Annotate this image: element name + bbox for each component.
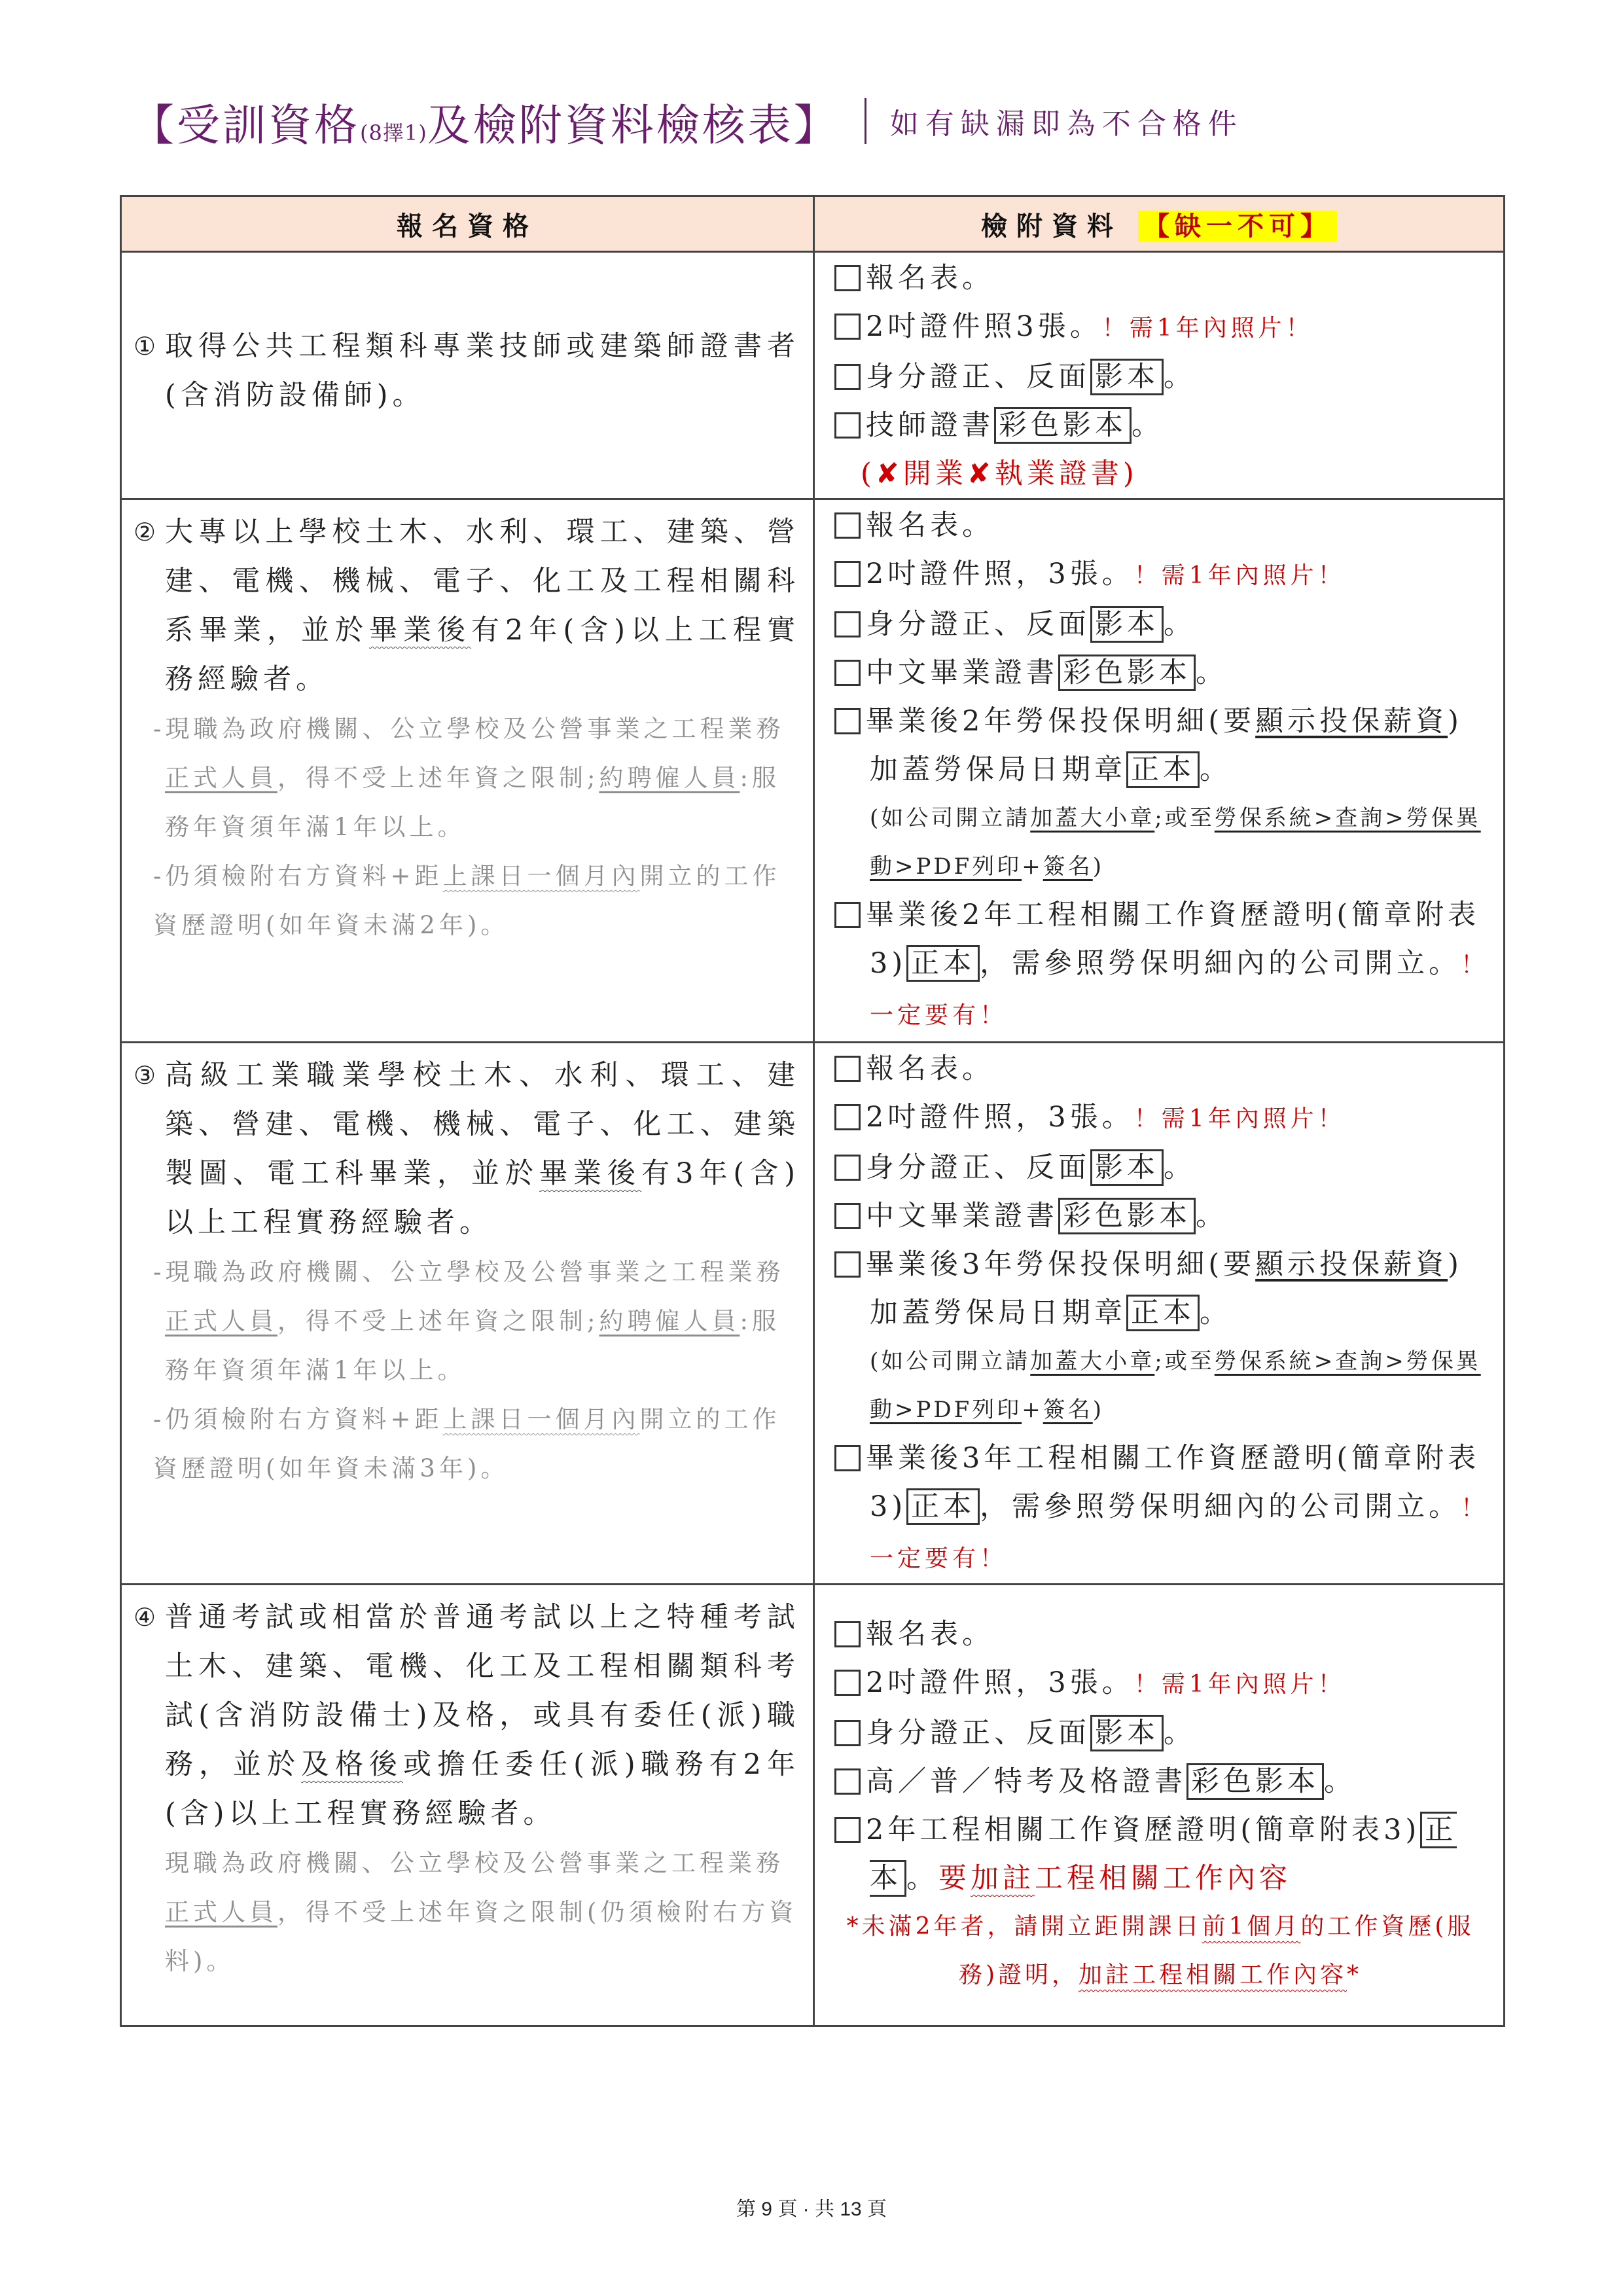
checklist-table	[120, 195, 1505, 2027]
documents-cell	[814, 1585, 1505, 2026]
doc-item-work-proof: 2年工程相關工作資歷證明(簡章附表3) 正本 。要加註工程相關工作內容	[834, 1806, 1493, 1903]
checkbox[interactable]	[834, 412, 861, 439]
table-row	[121, 1585, 1505, 2026]
doc-item-certificate: 技師證書 彩色影本 。	[834, 401, 1493, 450]
qualification-note: -現職為政府機關、公立學校及公營事業之工程業務正式人員，得不受上述年資之限制;約聘僱人員:服務年資須年滿1年以上。	[153, 1258, 785, 1384]
doc-item-work-proof: 畢業後3年工程相關工作資歷證明(簡章附表3) 正本 ，需參照勞保明細內的公司開立。！一定要有！	[834, 1434, 1493, 1583]
doc-item-diploma: 中文畢業證書 彩色影本 。	[834, 1192, 1493, 1240]
doc-item-photo: 2吋證件照，3張。！需1年內照片！	[834, 1659, 1493, 1709]
title-divider	[865, 98, 866, 144]
doc-item-photo: 2吋證件照3張。！需1年內照片！	[834, 302, 1493, 353]
checkbox[interactable]	[834, 660, 861, 686]
doc-item-id: 身分證正、反面 影本 。	[834, 600, 1493, 649]
doc-item-exam-certificate: 高／普／特考及格證書 彩色影本 。	[834, 1757, 1493, 1806]
checkbox[interactable]	[834, 561, 861, 587]
checkbox[interactable]	[834, 364, 861, 390]
checkbox[interactable]	[834, 1670, 861, 1696]
qualification-cell	[121, 499, 814, 1043]
qualification-cell	[121, 252, 814, 499]
doc-item-id: 身分證正、反面 影本 。	[834, 1709, 1493, 1757]
qualification-text: ④ 普通考試或相當於普通考試以上之特種考試土木、建築、電機、化工及工程相關類科考試(含消防設備士)及格，或具有委任(派)職務，並於及格後或擔任委任(派)職務有2年(含)以上工程實務經驗者。	[134, 1601, 800, 1830]
documents-cell	[814, 252, 1505, 499]
checkbox[interactable]	[834, 708, 861, 734]
checkbox[interactable]	[834, 1621, 861, 1647]
checkbox[interactable]	[834, 1056, 861, 1082]
required-badge: 【缺一不可】	[1138, 211, 1337, 242]
doc-item-form: 報名表。	[834, 254, 1493, 302]
red-note: *未滿2年者，請開立距開課日前1個月的工作資歷(服務)證明，加註工程相關工作內容*	[846, 1913, 1474, 1988]
qualification-note: -現職為政府機關、公立學校及公營事業之工程業務正式人員，得不受上述年資之限制;約聘僱人員:服務年資須年滿1年以上。	[153, 715, 785, 841]
doc-item-diploma: 中文畢業證書 彩色影本 。	[834, 649, 1493, 697]
doc-item-form: 報名表。	[834, 1045, 1493, 1093]
checkbox[interactable]	[834, 1203, 861, 1229]
qualification-note: -仍須檢附右方資料+距上課日一個月內開立的工作資歷證明(如年資未滿3年)。	[153, 1405, 781, 1482]
labor-insurance-note: (如公司開立請加蓋大小章;或至勞保系統>查詢>勞保異動>PDF列印+簽名)	[870, 1348, 1481, 1423]
doc-item-labor-insurance: 畢業後3年勞保投保明細(要顯示投保薪資)加蓋勞保局日期章 正本 。	[834, 1240, 1493, 1337]
doc-item-form: 報名表。	[834, 1610, 1493, 1659]
table-row	[121, 499, 1505, 1043]
qualification-text: ③ 高級工業職業學校土木、水利、環工、建築、營建、電機、機械、電子、化工、建築製圖、電工科畢業，並於畢業後有3年(含)以上工程實務經驗者。	[134, 1059, 800, 1239]
documents-cell	[814, 1043, 1505, 1585]
checkbox[interactable]	[834, 1251, 861, 1278]
header-row	[121, 196, 1505, 252]
header-note: 如有缺漏即為不合格件	[889, 107, 1243, 141]
labor-insurance-note: (如公司開立請加蓋大小章;或至勞保系統>查詢>勞保異動>PDF列印+簽名)	[870, 805, 1481, 880]
qualification-text: ② 大專以上學校土木、水利、環工、建築、營建、電機、機械、電子、化工及工程相關科系畢業，並於畢業後有2年(含)以上工程實務經驗者。	[134, 516, 800, 696]
column-header-qualification: 報名資格	[121, 196, 814, 252]
column-header-documents: 檢附資料 【缺一不可】	[814, 196, 1505, 252]
checkbox[interactable]	[834, 611, 861, 637]
checkbox[interactable]	[834, 1720, 861, 1746]
doc-item-form: 報名表。	[834, 501, 1493, 550]
checkbox[interactable]	[834, 1445, 861, 1471]
qualification-note: 現職為政府機關、公立學校及公營事業之工程業務正式人員，得不受上述年資之限制(仍須檢附右方資料)。	[165, 1849, 798, 1975]
checkbox[interactable]	[834, 512, 861, 539]
documents-cell	[814, 499, 1505, 1043]
qualification-note: -仍須檢附右方資料+距上課日一個月內開立的工作資歷證明(如年資未滿2年)。	[153, 862, 781, 939]
qualification-text: ① 取得公共工程類科專業技師或建築師證書者(含消防設備師)。	[134, 330, 800, 412]
checkbox[interactable]	[834, 1104, 861, 1130]
doc-item-photo: 2吋證件照，3張。！需1年內照片！	[834, 1093, 1493, 1143]
doc-item-id: 身分證正、反面 影本 。	[834, 353, 1493, 401]
doc-item-id: 身分證正、反面 影本 。	[834, 1143, 1493, 1192]
certificate-note: (✘開業✘執業證書)	[861, 457, 1138, 490]
checkbox[interactable]	[834, 314, 861, 340]
qualification-cell	[121, 1585, 814, 2026]
checkbox[interactable]	[834, 265, 861, 291]
checkbox[interactable]	[834, 902, 861, 928]
doc-item-labor-insurance: 畢業後2年勞保投保明細(要顯示投保薪資)加蓋勞保局日期章 正本 。	[834, 697, 1493, 794]
checkbox[interactable]	[834, 1768, 861, 1795]
doc-item-photo: 2吋證件照，3張。！需1年內照片！	[834, 550, 1493, 600]
table-row	[121, 252, 1505, 499]
doc-item-work-proof: 畢業後2年工程相關工作資歷證明(簡章附表3) 正本 ，需參照勞保明細內的公司開立。！一定要有！	[834, 891, 1493, 1040]
page-footer: 第 9 頁 · 共 13 頁	[736, 2198, 887, 2220]
page-title: 【受訓資格(8擇1)及檢附資料檢核表】	[131, 99, 840, 151]
qualification-cell	[121, 1043, 814, 1585]
checkbox[interactable]	[834, 1817, 861, 1843]
page-header	[131, 85, 1505, 157]
table-row	[121, 1043, 1505, 1585]
checkbox[interactable]	[834, 1155, 861, 1181]
